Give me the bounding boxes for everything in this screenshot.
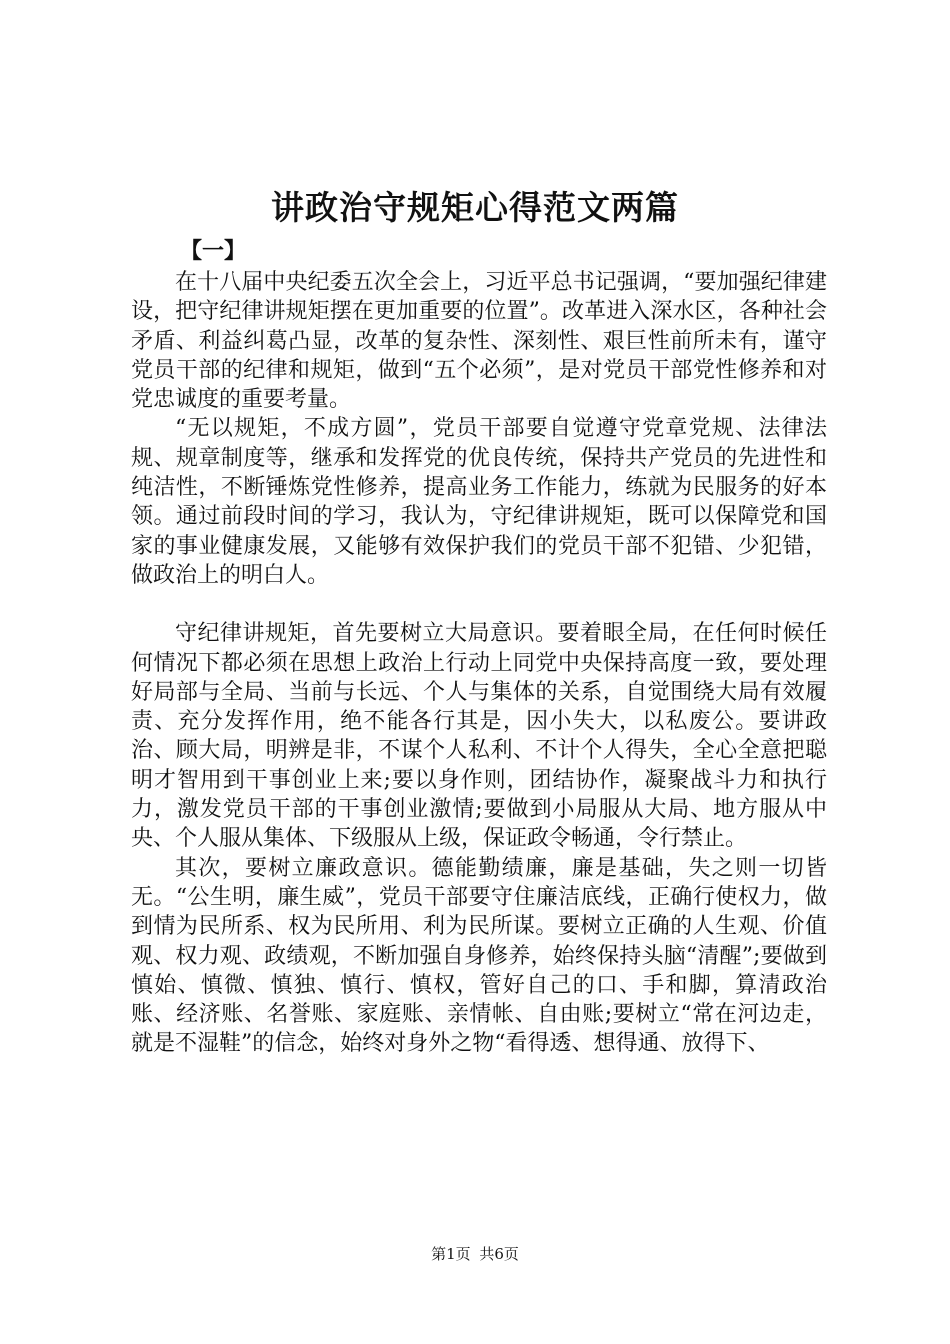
paragraph-2: “无以规矩，不成方圆”，党员干部要自觉遵守党章党规、法律法规、规章制度等，继承和发挥党的优良传统，保持共产党员的先进性和纯洁性，不断锤炼党性修养，提高业务工作能力，练就为民服务的好本领。通过前段时间的学习，我认为，守纪律讲规矩，既可以保障党和国家的事业健康发展，又能够有效保护我们的党员干部不犯错、少犯错，做政治上的明白人。 <box>131 416 827 588</box>
paragraph-3: 守纪律讲规矩，首先要树立大局意识。要着眼全局，在任何时候任何情况下都必须在思想上政治上行动上同党中央保持高度一致，要处理好局部与全局、当前与长远、个人与集体的关系，自觉围绕大局有效履责、充分发挥作用，绝不能各行其是，因小失大，以私废公。要讲政治、顾大局，明辨是非，不谋个人私利、不计个人得失，全心全意把聪明才智用到干事创业上来;要以身作则，团结协作，凝聚战斗力和执行力，激发党员干部的干事创业激情;要做到小局服从大局、地方服从中央、个人服从集体、下级服从上级，保证政令畅通，令行禁止。 <box>131 621 827 852</box>
document-body <box>131 268 827 1059</box>
document-title: 讲政治守规矩心得范文两篇 <box>271 188 679 227</box>
paragraph-1: 在十八届中央纪委五次全会上，习近平总书记强调，“要加强纪律建设，把守纪律讲规矩摆在更加重要的位置”。改革进入深水区，各种社会矛盾、利益纠葛凸显，改革的复杂性、深刻性、艰巨性前所未有，谨守党员干部的纪律和规矩，做到“五个必须”，是对党员干部党性修养和对党忠诚度的重要考量。 <box>131 270 827 413</box>
section-heading: 【一】 <box>180 238 247 264</box>
paragraph-4: 其次，要树立廉政意识。德能勤绩廉，廉是基础，失之则一切皆无。“公生明，廉生威”，党员干部要守住廉洁底线，正确行使权力，做到情为民所系、权为民所用、利为民所谋。要树立正确的人生观、价值观、权力观、政绩观，不断加强自身修养，始终保持头脑“清醒”;要做到慎始、慎微、慎独、慎行、慎权，管好自己的口、手和脚，算清政治账、经济账、名誉账、家庭账、亲情帐、自由账;要树立“常在河边走，就是不湿鞋”的信念，始终对身外之物“看得透、想得通、放得下、 <box>131 855 827 1057</box>
page-number-current: 第1页 <box>431 1245 471 1263</box>
page-footer <box>0 1244 950 1264</box>
page-number-total: 共6页 <box>479 1245 519 1263</box>
